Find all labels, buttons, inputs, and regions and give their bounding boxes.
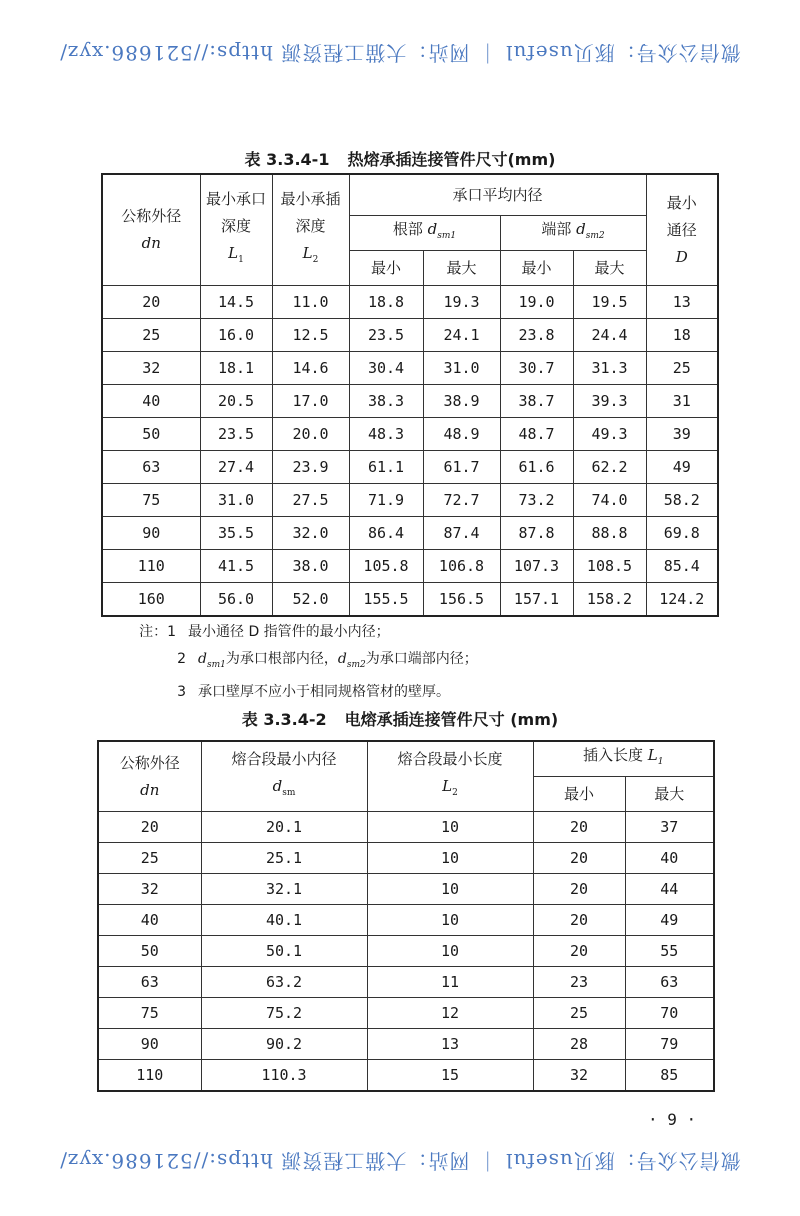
table-cell: 10 xyxy=(367,936,533,967)
table-cell: 48.9 xyxy=(423,418,500,451)
table-row xyxy=(98,1060,714,1092)
table-cell: 63 xyxy=(102,451,200,484)
table-cell: 73.2 xyxy=(500,484,573,517)
note-text: 承口壁厚不应小于相同规格管材的壁厚。 xyxy=(198,683,450,700)
header-end-max: 最大 xyxy=(573,251,646,286)
header-text: 端部 xyxy=(541,220,572,238)
table-cell: 157.1 xyxy=(500,583,573,617)
header-fusion-min-inner-diameter xyxy=(201,741,367,812)
table-row xyxy=(102,319,718,352)
table-cell: 15 xyxy=(367,1060,533,1092)
table1-number: 表 3.3.4-1 xyxy=(244,150,330,169)
note-3 xyxy=(146,679,478,706)
table-cell: 23.9 xyxy=(272,451,349,484)
table1-body xyxy=(102,286,718,617)
table-row xyxy=(98,812,714,843)
table-row xyxy=(102,484,718,517)
table-cell: 18.1 xyxy=(200,352,272,385)
table-cell: 71.9 xyxy=(349,484,423,517)
header-min-insert-depth xyxy=(272,174,349,286)
note-label: 3 xyxy=(177,683,186,700)
table-cell: 31.3 xyxy=(573,352,646,385)
table-cell: 74.0 xyxy=(573,484,646,517)
table-cell: 49 xyxy=(646,451,718,484)
header-text: 最小承口 xyxy=(205,190,266,208)
table-cell: 24.1 xyxy=(423,319,500,352)
table-cell: 49.3 xyxy=(573,418,646,451)
header-nominal-od xyxy=(102,174,200,286)
table-cell: 10 xyxy=(367,905,533,936)
table-row xyxy=(98,967,714,998)
table-cell: 25 xyxy=(102,319,200,352)
table-cell: 20.1 xyxy=(201,812,367,843)
table-cell: 110.3 xyxy=(201,1060,367,1092)
header-root-min: 最小 xyxy=(349,251,423,286)
table-cell: 12 xyxy=(367,998,533,1029)
table-cell: 16.0 xyxy=(200,319,272,352)
note-2 xyxy=(146,646,478,679)
note-label: 注：1 xyxy=(139,624,176,640)
watermark-top: 微信公众号：豚贝useful ｜ 网站：大猫工程资源 https://521686.xyz/ xyxy=(59,41,741,65)
table-cell: 24.4 xyxy=(573,319,646,352)
header-symbol xyxy=(368,773,533,807)
table-row xyxy=(102,451,718,484)
symbol: L xyxy=(442,777,453,795)
table-cell: 41.5 xyxy=(200,550,272,583)
text: 为承口根部内径， xyxy=(225,651,338,667)
header-text: 熔合段最小长度 xyxy=(397,750,503,768)
table-cell: 27.5 xyxy=(272,484,349,517)
subscript: 2 xyxy=(312,255,319,265)
table-row xyxy=(102,517,718,550)
table-cell: 62.2 xyxy=(573,451,646,484)
table-cell: 32 xyxy=(533,1060,625,1092)
table-cell: 27.4 xyxy=(200,451,272,484)
table-cell: 50 xyxy=(102,418,200,451)
table-cell: 20.0 xyxy=(272,418,349,451)
symbol: d xyxy=(198,651,207,667)
subscript: sm xyxy=(282,788,296,798)
table-cell: 63 xyxy=(98,967,201,998)
table1-caption xyxy=(0,147,800,170)
table-cell: 107.3 xyxy=(500,550,573,583)
table-cell: 61.7 xyxy=(423,451,500,484)
table2-title: 电熔承插连接管件尺寸 (mm) xyxy=(344,710,559,729)
table-cell: 38.7 xyxy=(500,385,573,418)
table-cell: 86.4 xyxy=(349,517,423,550)
table-cell: 48.7 xyxy=(500,418,573,451)
table-cell: 14.5 xyxy=(200,286,272,319)
table-cell: 38.0 xyxy=(272,550,349,583)
header-min-socket-depth xyxy=(200,174,272,286)
table-cell: 20 xyxy=(533,874,625,905)
table-cell: 31 xyxy=(646,385,718,418)
table-cell: 25.1 xyxy=(201,843,367,874)
header-symbol: dn xyxy=(141,234,161,252)
note-1 xyxy=(139,619,478,646)
table-cell: 18 xyxy=(646,319,718,352)
note-text: 最小通径 D 指管件的最小内径； xyxy=(188,624,390,640)
table-cell: 61.6 xyxy=(500,451,573,484)
table-cell: 20 xyxy=(102,286,200,319)
subscript: sm2 xyxy=(346,659,366,670)
table-cell: 10 xyxy=(367,874,533,905)
table-cell: 17.0 xyxy=(272,385,349,418)
table1-title: 热熔承插连接管件尺寸(mm) xyxy=(347,150,556,169)
table-cell: 20 xyxy=(533,843,625,874)
table-cell: 19.5 xyxy=(573,286,646,319)
table-cell: 50.1 xyxy=(201,936,367,967)
header-symbol xyxy=(202,773,367,807)
header-symbol: D xyxy=(675,247,688,266)
table-cell: 20 xyxy=(533,905,625,936)
header-min-bore xyxy=(646,174,718,286)
table2-body xyxy=(98,812,714,1092)
table-cell: 90.2 xyxy=(201,1029,367,1060)
watermark-bottom: 微信公众号：豚贝useful ｜ 网站：大猫工程资源 https://521686.xyz/ xyxy=(59,1149,741,1173)
table-cell: 40.1 xyxy=(201,905,367,936)
table-cell: 20.5 xyxy=(200,385,272,418)
table-cell: 105.8 xyxy=(349,550,423,583)
table-cell: 23.5 xyxy=(349,319,423,352)
subscript: sm1 xyxy=(437,231,457,241)
table-cell: 85.4 xyxy=(646,550,718,583)
table-cell: 75 xyxy=(102,484,200,517)
header-symbol: dn xyxy=(140,780,160,799)
symbol: d xyxy=(427,220,438,238)
table-cell: 11 xyxy=(367,967,533,998)
table-cell: 155.5 xyxy=(349,583,423,617)
header-end-min: 最小 xyxy=(500,251,573,286)
table-cell: 75.2 xyxy=(201,998,367,1029)
table-cell: 87.4 xyxy=(423,517,500,550)
header-text: 深度 xyxy=(220,217,251,235)
table-cell: 160 xyxy=(102,583,200,617)
text: 为承口端部内径； xyxy=(365,651,478,667)
header-text: 深度 xyxy=(295,217,326,235)
table-row xyxy=(98,936,714,967)
table-cell: 40 xyxy=(102,385,200,418)
header-text: 插入长度 xyxy=(583,746,644,764)
table-row xyxy=(98,1029,714,1060)
table2-caption xyxy=(0,707,800,730)
table-cell: 23.5 xyxy=(200,418,272,451)
table-cell: 55 xyxy=(625,936,714,967)
table-cell: 30.7 xyxy=(500,352,573,385)
header-text: 公称外径 xyxy=(121,207,182,225)
table-cell: 110 xyxy=(98,1060,201,1092)
table-cell: 90 xyxy=(98,1029,201,1060)
header-text: 公称外径 xyxy=(119,753,180,772)
table-row xyxy=(98,874,714,905)
table-cell: 79 xyxy=(625,1029,714,1060)
table-cell: 19.3 xyxy=(423,286,500,319)
table-cell: 88.8 xyxy=(573,517,646,550)
table-cell: 19.0 xyxy=(500,286,573,319)
table-cell: 40 xyxy=(625,843,714,874)
table-row xyxy=(102,418,718,451)
table-cell: 39.3 xyxy=(573,385,646,418)
table-cell: 72.7 xyxy=(423,484,500,517)
table-cell: 90 xyxy=(102,517,200,550)
table-cell: 32 xyxy=(98,874,201,905)
page-number: · 9 · xyxy=(648,1110,697,1129)
subscript: sm1 xyxy=(206,659,226,670)
table-cell: 25 xyxy=(98,843,201,874)
table-cell: 10 xyxy=(367,843,533,874)
subscript: 1 xyxy=(238,255,244,265)
table-cell: 10 xyxy=(367,812,533,843)
table-cell: 108.5 xyxy=(573,550,646,583)
symbol: L xyxy=(228,244,239,262)
table-cell: 25 xyxy=(533,998,625,1029)
table-cell: 12.5 xyxy=(272,319,349,352)
table-row xyxy=(102,352,718,385)
table1-hot-melt-fittings xyxy=(101,173,719,617)
header-insert-max: 最大 xyxy=(625,777,714,812)
header-end xyxy=(500,216,646,251)
header-text: 最小承插 xyxy=(280,190,341,208)
symbol: L xyxy=(647,746,658,764)
table-cell: 63 xyxy=(625,967,714,998)
symbol: d xyxy=(576,220,586,238)
table-cell: 124.2 xyxy=(646,583,718,617)
note-text xyxy=(198,646,478,679)
table-cell: 20 xyxy=(533,812,625,843)
symbol: d xyxy=(272,777,283,795)
symbol: d xyxy=(337,651,347,667)
table-cell: 70 xyxy=(625,998,714,1029)
table-row xyxy=(102,385,718,418)
header-text: 通径 xyxy=(666,220,697,239)
table-cell: 18.8 xyxy=(349,286,423,319)
table-row xyxy=(98,905,714,936)
table-row xyxy=(98,998,714,1029)
table-cell: 35.5 xyxy=(200,517,272,550)
table-cell: 85 xyxy=(625,1060,714,1092)
table-cell: 11.0 xyxy=(272,286,349,319)
table-cell: 14.6 xyxy=(272,352,349,385)
table-row xyxy=(102,583,718,617)
header-avg-inner-diameter: 承口平均内径 xyxy=(349,174,646,216)
table-cell: 110 xyxy=(102,550,200,583)
table2-electrofusion-fittings xyxy=(97,740,715,1092)
subscript: 2 xyxy=(452,788,458,798)
table-cell: 13 xyxy=(646,286,718,319)
subscript: sm2 xyxy=(585,231,605,241)
table-cell: 106.8 xyxy=(423,550,500,583)
table2-number: 表 3.3.4-2 xyxy=(241,710,327,729)
table-cell: 48.3 xyxy=(349,418,423,451)
header-root xyxy=(349,216,500,251)
table-cell: 20 xyxy=(533,936,625,967)
table-cell: 32.1 xyxy=(201,874,367,905)
table-cell: 28 xyxy=(533,1029,625,1060)
table-cell: 87.8 xyxy=(500,517,573,550)
table-cell: 20 xyxy=(98,812,201,843)
header-text: 根部 xyxy=(392,220,423,238)
table-cell: 32 xyxy=(102,352,200,385)
table-cell: 52.0 xyxy=(272,583,349,617)
header-symbol xyxy=(273,240,349,274)
table-cell: 63.2 xyxy=(201,967,367,998)
table-cell: 58.2 xyxy=(646,484,718,517)
table-cell: 31.0 xyxy=(423,352,500,385)
table-cell: 25 xyxy=(646,352,718,385)
table-cell: 38.3 xyxy=(349,385,423,418)
table-cell: 39 xyxy=(646,418,718,451)
table-cell: 32.0 xyxy=(272,517,349,550)
table-cell: 61.1 xyxy=(349,451,423,484)
table-cell: 75 xyxy=(98,998,201,1029)
table-cell: 158.2 xyxy=(573,583,646,617)
table-cell: 50 xyxy=(98,936,201,967)
symbol: L xyxy=(302,244,313,262)
header-insert-length xyxy=(533,741,714,777)
table-cell: 31.0 xyxy=(200,484,272,517)
table-cell: 69.8 xyxy=(646,517,718,550)
table-cell: 38.9 xyxy=(423,385,500,418)
table1-notes xyxy=(139,619,478,706)
header-text: 熔合段最小内径 xyxy=(231,750,337,768)
header-symbol xyxy=(201,240,272,274)
table-row xyxy=(102,550,718,583)
table-cell: 30.4 xyxy=(349,352,423,385)
table-cell: 49 xyxy=(625,905,714,936)
subscript: 1 xyxy=(657,757,664,767)
table-cell: 37 xyxy=(625,812,714,843)
header-insert-min: 最小 xyxy=(533,777,625,812)
header-fusion-min-length xyxy=(367,741,533,812)
header-nominal-od xyxy=(98,741,201,812)
table-cell: 23 xyxy=(533,967,625,998)
note-label: 2 xyxy=(177,651,186,667)
header-root-max: 最大 xyxy=(423,251,500,286)
table-cell: 40 xyxy=(98,905,201,936)
table-cell: 56.0 xyxy=(200,583,272,617)
table-row xyxy=(102,286,718,319)
table-cell: 156.5 xyxy=(423,583,500,617)
table-cell: 44 xyxy=(625,874,714,905)
header-text: 最小 xyxy=(666,193,697,212)
table-row xyxy=(98,843,714,874)
table-cell: 13 xyxy=(367,1029,533,1060)
table-cell: 23.8 xyxy=(500,319,573,352)
